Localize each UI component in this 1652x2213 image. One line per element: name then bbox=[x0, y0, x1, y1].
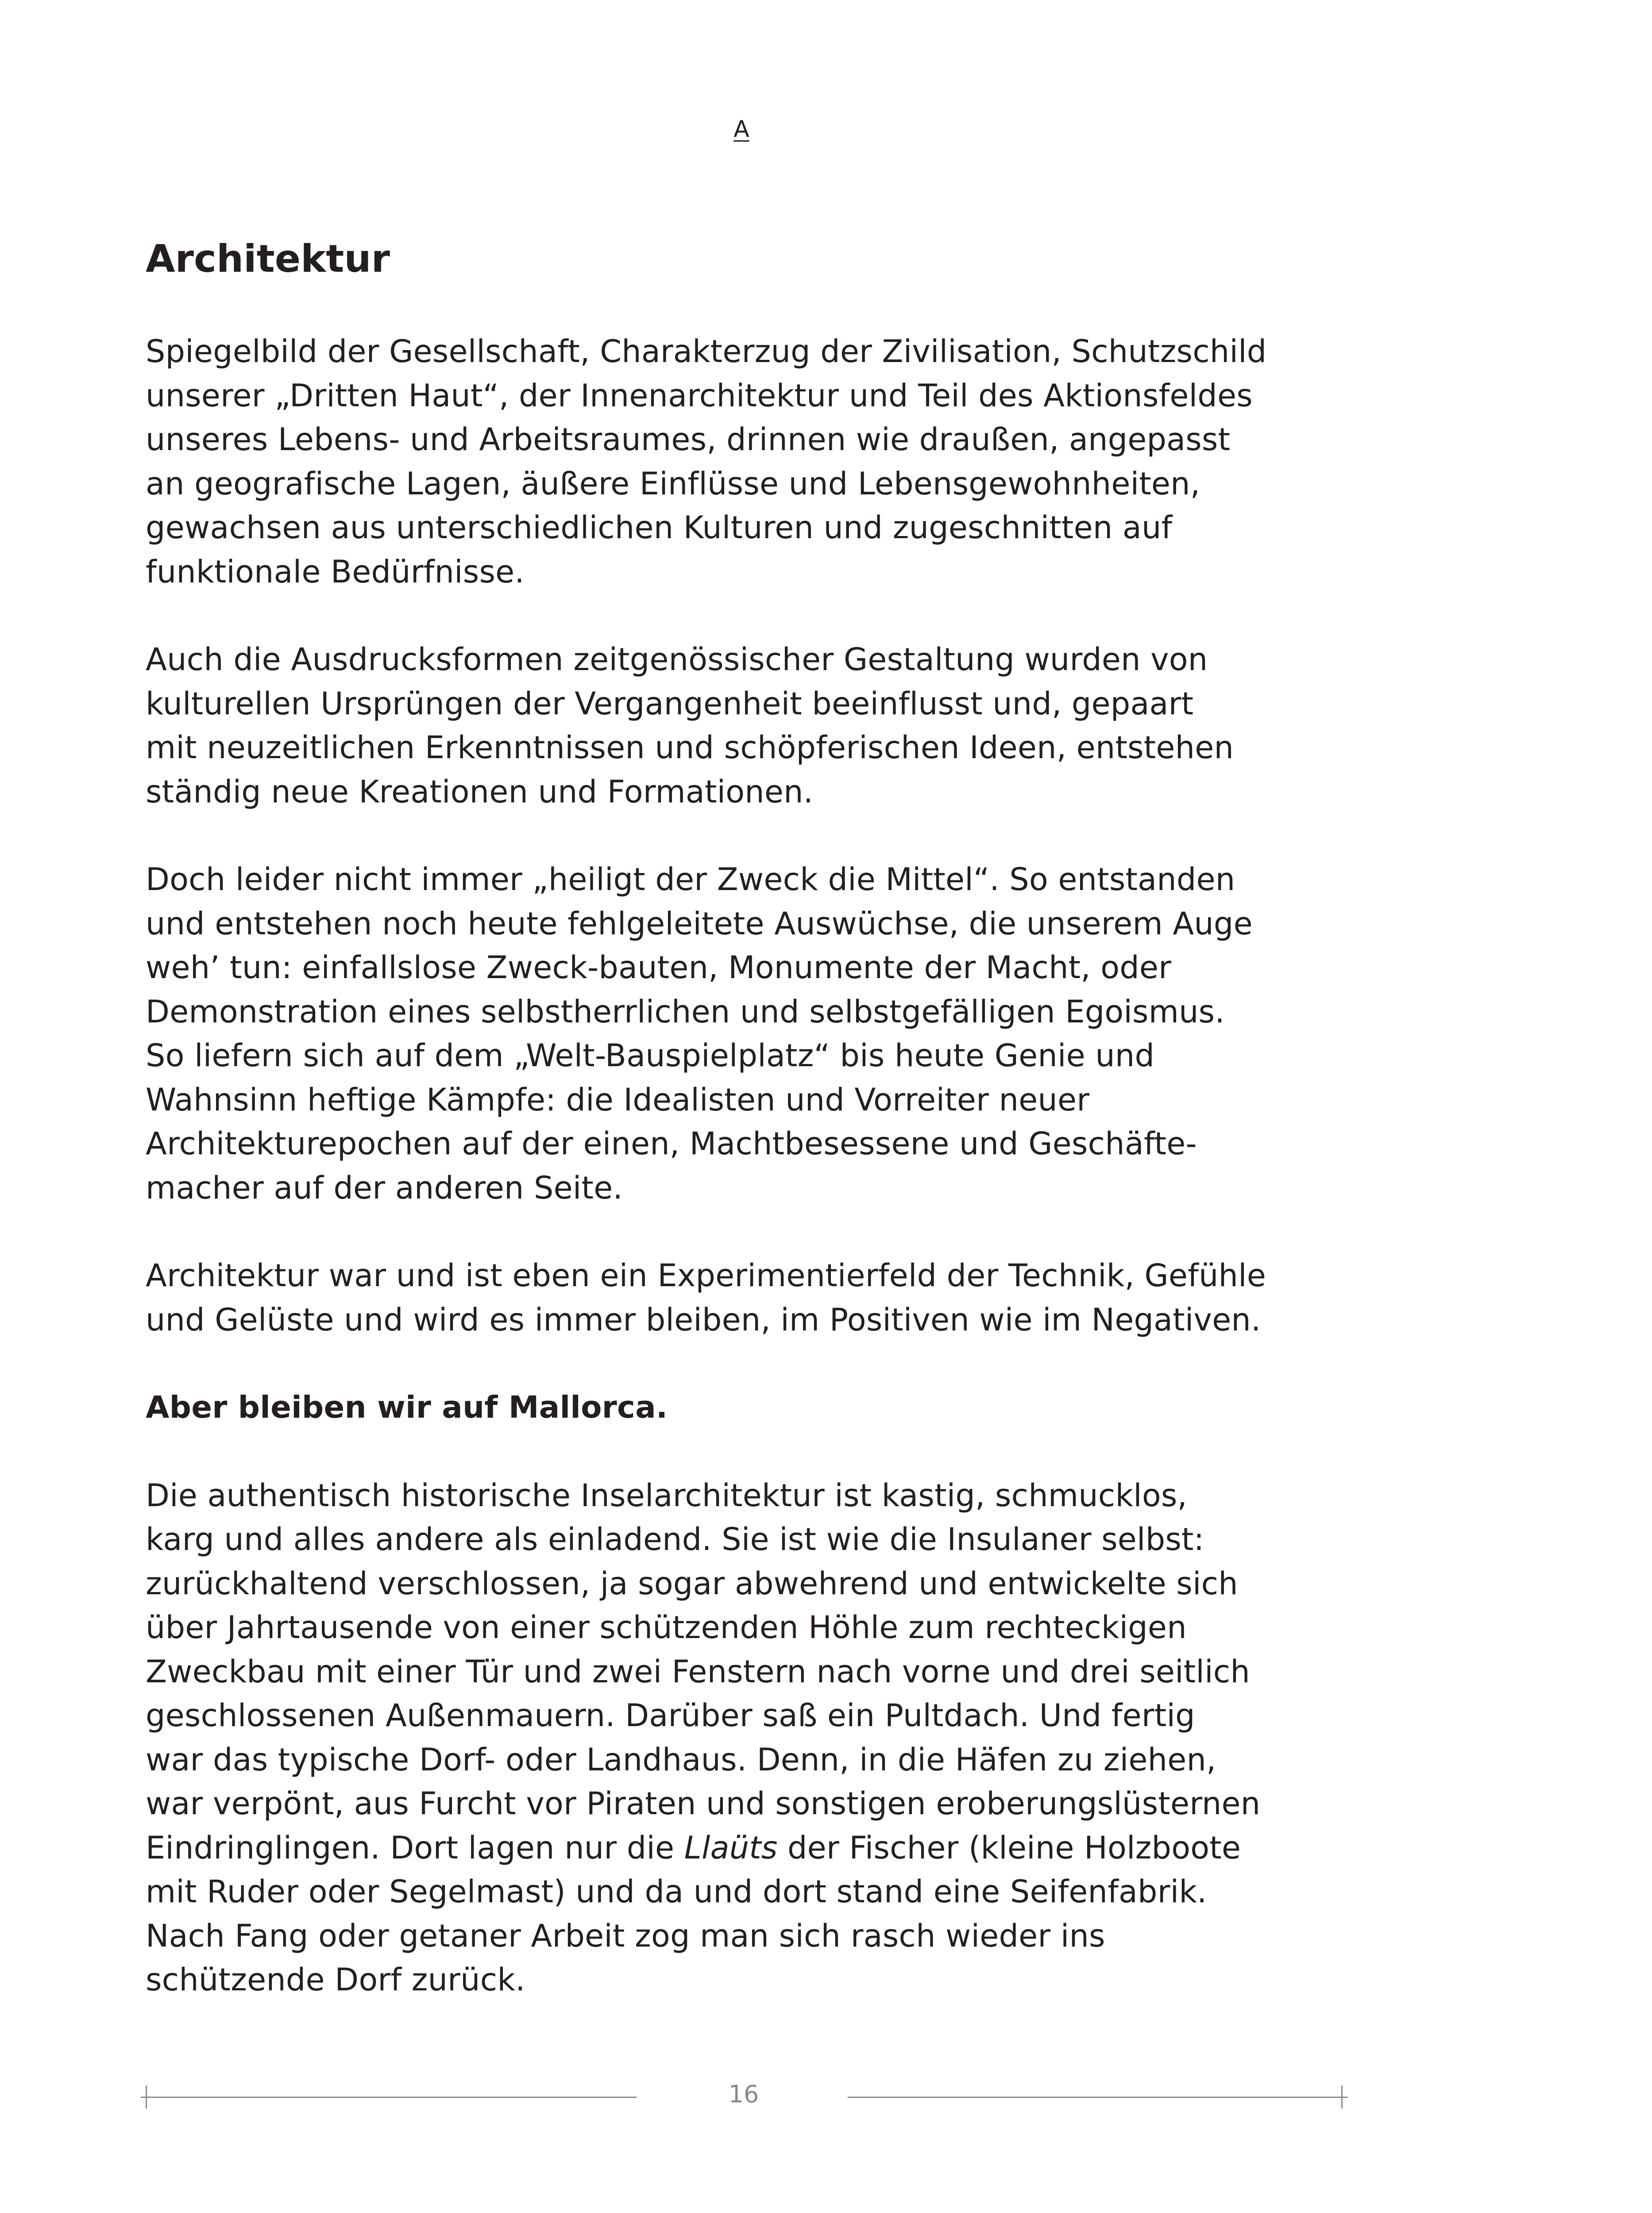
italic-term: Llaüts bbox=[684, 1829, 778, 1866]
text-line: mit Ruder oder Segelmast) und da und dort stand eine Seifenfabrik. bbox=[146, 1874, 1207, 1910]
footer-rule-right bbox=[848, 2097, 1348, 2098]
text-line bbox=[146, 1826, 1376, 1870]
page-number: 16 bbox=[728, 2080, 759, 2108]
text-segment: der Fischer (kleine Holzboote bbox=[777, 1829, 1241, 1866]
page-title: Architektur bbox=[146, 237, 390, 281]
text-line: kulturellen Ursprüngen der Vergangenheit beeinflusst und, gepaart bbox=[146, 685, 1194, 722]
text-line: über Jahrtausende von einer schützenden Höhle zum rechteckigen bbox=[146, 1609, 1187, 1646]
subheading-text: Aber bleiben wir auf Mallorca. bbox=[146, 1390, 668, 1425]
text-line: Die authentisch historische Inselarchitektur ist kastig, schmucklos, bbox=[146, 1477, 1187, 1514]
section-letter: A bbox=[733, 116, 749, 143]
paragraph-2 bbox=[146, 638, 1376, 814]
text-line: war das typische Dorf- oder Landhaus. Denn, in die Häfen zu ziehen, bbox=[146, 1741, 1216, 1778]
text-line: war verpönt, aus Furcht vor Piraten und sonstigen eroberungslüsternen bbox=[146, 1785, 1261, 1822]
text-line: an geografische Lagen, äußere Einflüsse und Lebensgewohnheiten, bbox=[146, 465, 1200, 502]
text-line: Auch die Ausdrucksformen zeitgenössischer Gestaltung wurden von bbox=[146, 641, 1208, 678]
paragraph-3 bbox=[146, 858, 1376, 1210]
text-line: Doch leider nicht immer „heiligt der Zweck die Mittel“. So entstanden bbox=[146, 861, 1235, 898]
text-line: Spiegelbild der Gesellschaft, Charakterzug der Zivilisation, Schutzschild bbox=[146, 333, 1267, 370]
page-footer bbox=[0, 2076, 1652, 2120]
text-line: Architekturepochen auf der einen, Machtbesessene und Geschäfte- bbox=[146, 1126, 1197, 1162]
text-line: Architektur war und ist eben ein Experimentierfeld der Technik, Gefühle bbox=[146, 1257, 1266, 1294]
text-line: ständig neue Kreationen und Formationen. bbox=[146, 773, 814, 810]
footer-tick-left bbox=[146, 2086, 147, 2109]
text-line: Nach Fang oder getaner Arbeit zog man sich rasch wieder ins bbox=[146, 1917, 1105, 1954]
text-line: Demonstration eines selbstherrlichen und selbstgefälligen Egoismus. bbox=[146, 993, 1225, 1030]
text-line: funktionale Bedürfnisse. bbox=[146, 553, 525, 590]
text-line: macher auf der anderen Seite. bbox=[146, 1169, 623, 1206]
text-line: Zweckbau mit einer Tür und zwei Fenstern nach vorne und drei seitlich bbox=[146, 1653, 1250, 1690]
text-line: unseres Lebens- und Arbeitsraumes, drinnen wie draußen, angepasst bbox=[146, 421, 1231, 458]
body-text bbox=[146, 330, 1376, 2046]
text-line: mit neuzeitlichen Erkenntnissen und schöpferischen Ideen, entstehen bbox=[146, 729, 1234, 766]
footer-tick-right bbox=[1341, 2086, 1343, 2109]
text-line: zurückhaltend verschlossen, ja sogar abwehrend und entwickelte sich bbox=[146, 1565, 1238, 1602]
paragraph-1 bbox=[146, 330, 1376, 594]
text-line: geschlossenen Außenmauern. Darüber saß ein Pultdach. Und fertig bbox=[146, 1697, 1195, 1734]
text-line: und Gelüste und wird es immer bleiben, im Positiven wie im Negativen. bbox=[146, 1301, 1261, 1338]
footer-rule-left bbox=[141, 2097, 637, 2098]
text-line: Wahnsinn heftige Kämpfe: die Idealisten und Vorreiter neuer bbox=[146, 1081, 1090, 1118]
text-line: karg und alles andere als einladend. Sie ist wie die Insulaner selbst: bbox=[146, 1521, 1204, 1558]
paragraph-4 bbox=[146, 1254, 1376, 1342]
text-segment: Eindringlingen. Dort lagen nur die bbox=[146, 1829, 684, 1866]
text-line: weh’ tun: einfallslose Zweck-bauten, Monumente der Macht, oder bbox=[146, 949, 1172, 986]
text-line: schützende Dorf zurück. bbox=[146, 1962, 525, 1998]
text-line: und entstehen noch heute fehlgeleitete Auswüchse, die unserem Auge bbox=[146, 905, 1253, 942]
paragraph-5 bbox=[146, 1474, 1376, 2002]
subheading bbox=[146, 1386, 1376, 1430]
text-line: So liefern sich auf dem „Welt-Bauspielplatz“ bis heute Genie und bbox=[146, 1037, 1155, 1074]
text-line: unserer „Dritten Haut“, der Innenarchitektur und Teil des Aktionsfeldes bbox=[146, 377, 1253, 414]
text-line: gewachsen aus unterschiedlichen Kulturen und zugeschnitten auf bbox=[146, 509, 1173, 546]
